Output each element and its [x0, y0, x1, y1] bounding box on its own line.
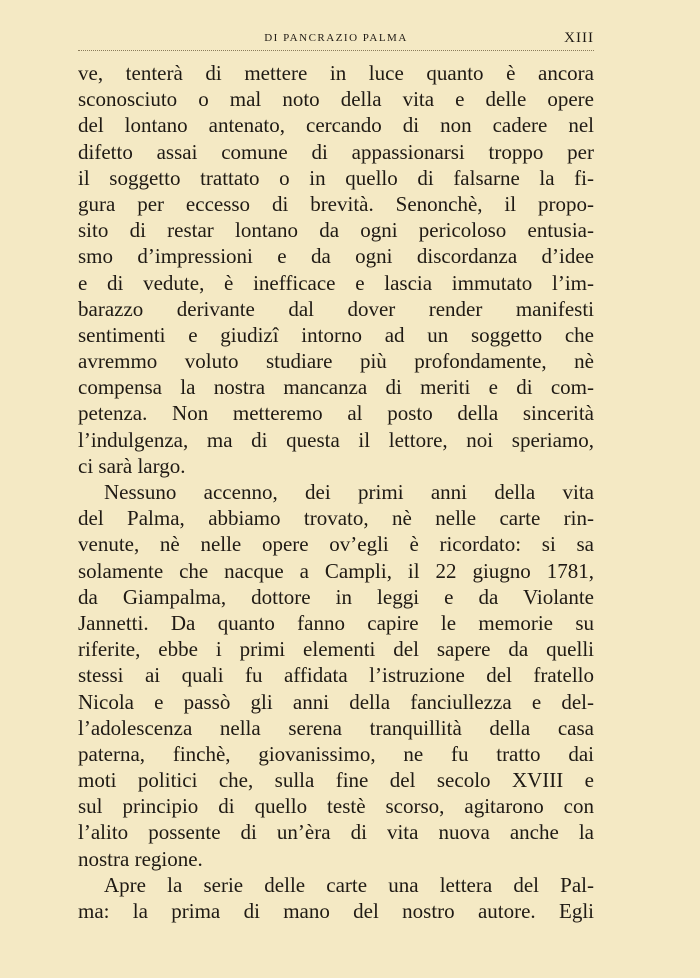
- text-line: barazzo derivante dal dover render manifesti: [78, 296, 594, 321]
- text-line: petenza. Non metteremo al posto della sincerità: [78, 401, 594, 426]
- text-line: stessi ai quali fu affidata l’istruzione del fratello: [78, 663, 594, 688]
- text-line: l’alito possente di un’èra di vita nuova anche la: [78, 820, 594, 845]
- text-line: compensa la nostra mancanza di meriti e di com-: [78, 375, 594, 400]
- text-body: [78, 60, 594, 924]
- paragraph-start-line: Apre la serie delle carte una lettera del Pal-: [104, 872, 594, 897]
- text-line: riferite, ebbe i primi elementi del sapere da quelli: [78, 637, 594, 662]
- text-line: Nicola e passò gli anni della fanciullezza e del-: [78, 689, 594, 714]
- running-head: DI PANCRAZIO PALMA: [264, 32, 408, 44]
- text-line: del lontano antenato, cercando di non cadere nel: [78, 113, 594, 138]
- text-line: sul principio di quello testè scorso, agitarono con: [78, 794, 594, 819]
- text-line: da Giampalma, dottore in leggi e da Violante: [78, 584, 594, 609]
- text-line: sentimenti e giudizî intorno ad un soggetto che: [78, 322, 594, 347]
- text-line: difetto assai comune di appassionarsi troppo per: [78, 139, 594, 164]
- page-number: XIII: [564, 30, 594, 46]
- text-line: l’indulgenza, ma di questa il lettore, noi speriamo,: [78, 427, 594, 452]
- text-line: avremmo voluto studiare più profondamente, nè: [78, 349, 594, 374]
- text-line: moti politici che, sulla fine del secolo XVIII e: [78, 768, 594, 793]
- text-line: sconosciuto o mal noto della vita e delle opere: [78, 87, 594, 112]
- text-line: ve, tenterà di mettere in luce quanto è ancora: [78, 61, 594, 85]
- text-line: venute, nè nelle opere ov’egli è ricordato: si sa: [78, 532, 594, 557]
- text-line: l’adolescenza nella serena tranquillità della casa: [78, 715, 594, 740]
- paragraph-start-line: Nessuno accenno, dei primi anni della vita: [104, 480, 594, 504]
- text-line: paterna, finchè, giovanissimo, ne fu tratto dai: [78, 741, 594, 766]
- paragraph-end-line: nostra regione.: [78, 846, 203, 871]
- text-line: ma: la prima di mano del nostro autore. Egli: [78, 899, 594, 923]
- text-line: del Palma, abbiamo trovato, nè nelle carte rin-: [78, 506, 594, 531]
- text-line: il soggetto trattato o in quello di falsarne la fi-: [78, 165, 594, 190]
- text-line: Jannetti. Da quanto fanno capire le memorie su: [78, 610, 594, 635]
- text-line: gura per eccesso di brevità. Senonchè, il propo-: [78, 191, 594, 216]
- text-line: smo d’impressioni e da ogni discordanza d’idee: [78, 244, 594, 269]
- text-line: solamente che nacque a Campli, il 22 giugno 1781,: [78, 558, 594, 583]
- page-header: [78, 30, 594, 51]
- text-line: sito di restar lontano da ogni pericoloso entusia-: [78, 218, 594, 243]
- text-line: e di vedute, è inefficace e lascia immutato l’im-: [78, 270, 594, 295]
- paragraph-end-line: ci sarà largo.: [78, 453, 186, 478]
